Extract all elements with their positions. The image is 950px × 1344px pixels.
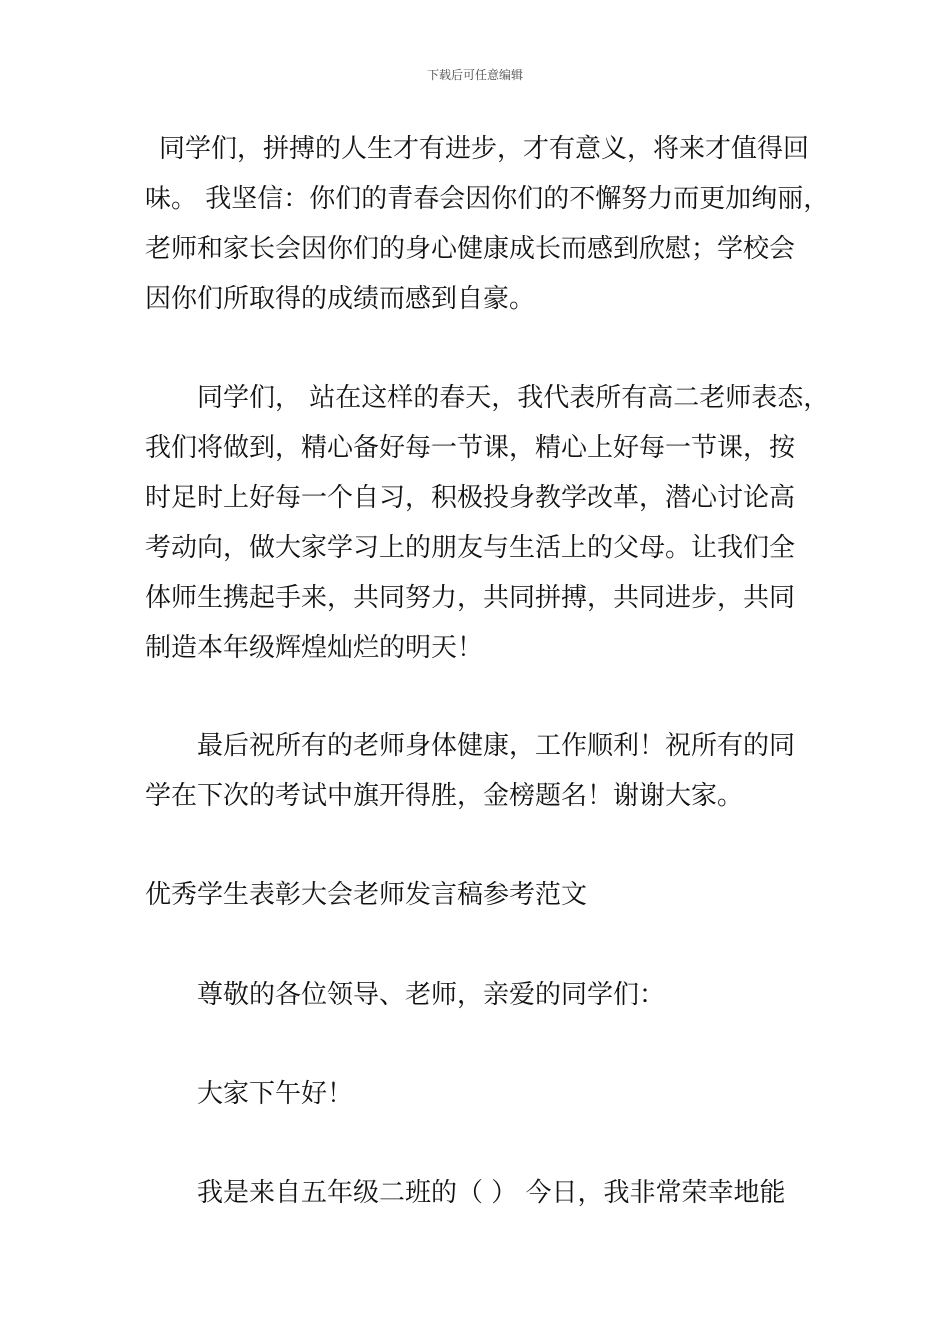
text-line: 老师和家长会因你们的身心健康成长而感到欣慰；学校会	[145, 234, 796, 264]
paragraph-2	[145, 373, 830, 673]
text-line: 大家下午好！	[197, 1079, 354, 1109]
text-line: 体师生携起手来，共同努力，共同拼搏，共同进步，共同	[145, 583, 796, 613]
text-line: 制造本年级辉煌灿烂的明天！	[145, 633, 484, 663]
header-note: 下载后可任意编辑	[426, 68, 523, 82]
text-line: 最后祝所有的老师身体健康，工作顺利！祝所有的同	[197, 731, 796, 761]
text-line: 考动向，做大家学习上的朋友与生活上的父母。让我们全	[145, 533, 796, 563]
text-line: 时足时上好每一个自习，积极投身教学改革，潜心讨论高	[145, 483, 796, 513]
text-line: 我是来自五年级二班的（ ） 今日，我非常荣幸地能	[197, 1178, 786, 1208]
text-line: 因你们所取得的成绩而感到自豪。	[145, 284, 536, 314]
paragraph-1	[145, 124, 830, 324]
text-line: 我们将做到，精心备好每一节课，精心上好每一节课，按	[145, 433, 796, 463]
text-line: 优秀学生表彰大会老师发言稿参考范文	[145, 880, 588, 910]
salutation	[145, 970, 815, 1020]
text-line: 同学们，拼搏的人生才有进步，才有意义，将来才值得回	[159, 134, 810, 164]
text-line: 味。 我坚信：你们的青春会因你们的不懈努力而更加绚丽，	[145, 184, 830, 214]
section-title	[145, 870, 815, 920]
greeting	[145, 1069, 815, 1119]
text-line: 同学们， 站在这样的春天，我代表所有高二老师表态，	[197, 383, 830, 413]
text-line: 尊敬的各位领导、老师，亲爱的同学们：	[197, 980, 666, 1010]
intro-paragraph	[145, 1168, 815, 1218]
paragraph-3	[145, 721, 815, 821]
text-line: 学在下次的考试中旗开得胜，金榜题名！谢谢大家。	[145, 781, 744, 811]
